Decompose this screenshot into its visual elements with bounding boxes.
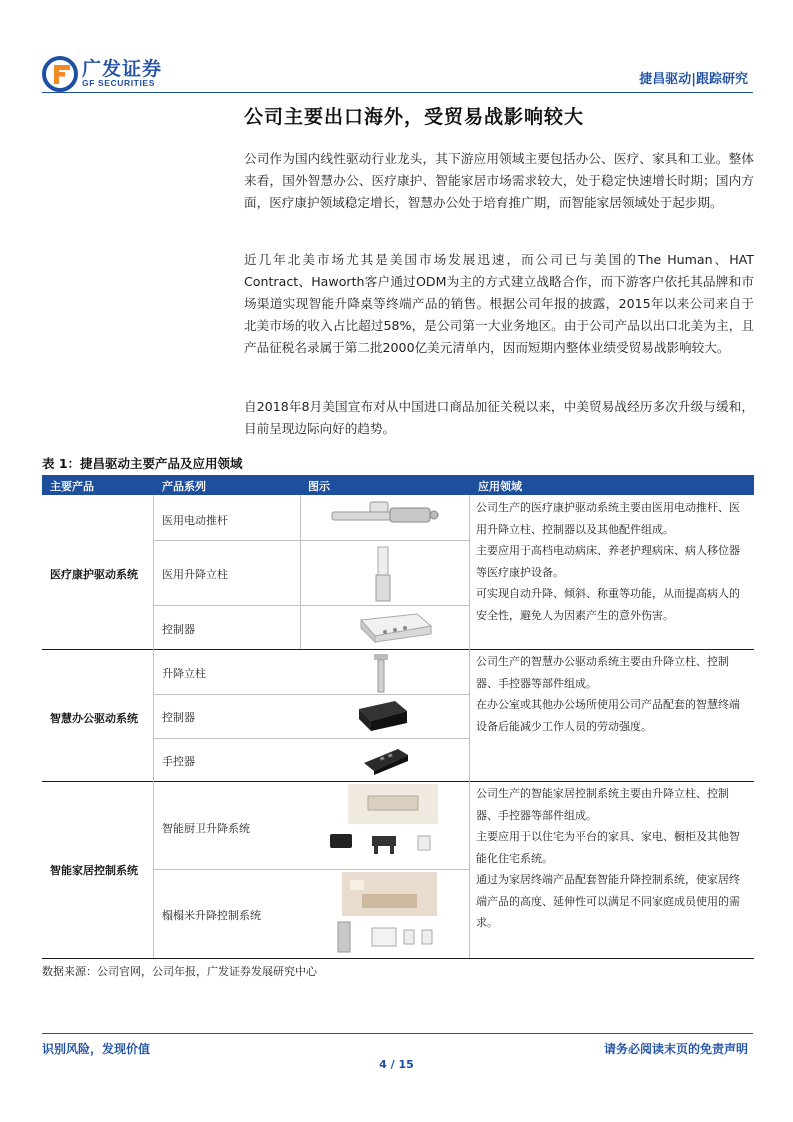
medical-controller-image	[355, 610, 435, 644]
gf-securities-logo	[42, 54, 172, 94]
table-header-image: 图示	[308, 480, 330, 493]
col-divider	[300, 495, 301, 649]
paragraph-3: 自2018年8月美国宣布对从中国进口商品加征关税以来，中美贸易战经历多次升级与缓和，目前呈现边际向好的趋势。	[244, 399, 754, 436]
series-office-handset: 手控器	[162, 755, 195, 768]
series-home-kitchen: 智能厨卫升降系统	[162, 822, 250, 835]
description-line: 公司生产的医疗康护驱动系统主要由医用电动推杆、医用升降立柱、控制器以及其他配件组成。	[476, 501, 740, 536]
medical-actuator-image	[330, 500, 440, 530]
table-source: 数据来源：公司官网，公司年报，广发证券发展研究中心	[42, 965, 317, 978]
report-label: 捷昌驱动|跟踪研究	[639, 72, 748, 87]
col-divider	[469, 495, 470, 958]
series-office-controller: 控制器	[162, 711, 195, 724]
medical-column-image	[370, 545, 396, 603]
section-title: 公司主要出口海外，受贸易战影响较大	[244, 106, 585, 128]
kitchen-lift-system-image	[328, 784, 443, 866]
office-controller-image	[355, 697, 410, 733]
series-home-tatami: 榻榻米升降控制系统	[162, 909, 261, 922]
row-divider	[153, 605, 469, 606]
footer-divider	[42, 1033, 753, 1034]
office-handset-image	[360, 745, 412, 777]
table-header-row	[42, 475, 754, 495]
category-home: 智能家居控制系统	[50, 864, 138, 877]
series-medical-actuator: 医用电动推杆	[162, 514, 228, 527]
logo-cn-text: 广发证券	[82, 58, 163, 80]
series-medical-column: 医用升降立柱	[162, 568, 228, 581]
series-medical-controller: 控制器	[162, 623, 195, 636]
header-divider	[42, 92, 753, 93]
category-office: 智慧办公驱动系统	[50, 712, 138, 725]
paragraph-2: 近几年北美市场尤其是美国市场发展迅速，而公司已与美国的The Human、HAT Contract、Haworth客户通过ODM为主的方式建立战略合作，而下游客户依托其品牌和市场渠道实现智能升降桌等终端产品的销售。根据公司年报的披露，2015年以来公司来自于北美市场的收入占比超过58%，是公司第一大业务地区。由于公司产品以出口北美为主，且产品征税名录属于第二批2000亿美元清单内，因而短期内整体业绩受贸易战影响较大。	[244, 252, 754, 355]
table-header-application: 应用领域	[478, 480, 522, 493]
description-line: 通过为家居终端产品配套智能升降控制系统，使家居终端产品的高度、延伸性可以满足不同家庭成员使用的需求。	[476, 873, 740, 929]
row-divider	[153, 540, 469, 541]
series-office-column: 升降立柱	[162, 667, 206, 680]
page-number: 4 / 15	[379, 1058, 414, 1071]
category-medical: 医疗康护驱动系统	[50, 568, 138, 581]
table-header-series: 产品系列	[162, 480, 206, 493]
col-divider	[153, 495, 154, 958]
footer-slogan: 识别风险，发现价值	[42, 1042, 151, 1056]
description-line: 公司生产的智能家居控制系统主要由升降立柱、控制器、手控器等部件组成。	[476, 787, 729, 822]
description-medical	[476, 497, 748, 626]
description-line: 可实现自动升降、倾斜、称重等功能，从而提高病人的安全性，避免人为因素产生的意外伤害。	[476, 587, 740, 622]
tatami-lift-system-image	[332, 872, 447, 954]
description-line: 在办公室或其他办公场所使用公司产品配套的智慧终端设备后能减少工作人员的劳动强度。	[476, 698, 740, 733]
group-divider-1	[42, 649, 754, 650]
row-divider	[153, 869, 469, 870]
group-divider-2	[42, 781, 754, 782]
description-home	[476, 783, 748, 934]
office-column-image	[372, 654, 390, 694]
gf-logo-icon	[42, 56, 78, 92]
description-line: 主要应用于以住宅为平台的家具、家电、橱柜及其他智能化住宅系统。	[476, 830, 740, 865]
description-office	[476, 651, 748, 737]
row-divider	[153, 738, 469, 739]
description-line: 公司生产的智慧办公驱动系统主要由升降立柱、控制器、手控器等部件组成。	[476, 655, 729, 690]
table-caption: 表 1：捷昌驱动主要产品及应用领域	[42, 456, 243, 471]
row-divider	[153, 694, 469, 695]
footer-disclaimer: 请务必阅读末页的免责声明	[603, 1042, 748, 1056]
logo-en-text: GF SECURITIES	[82, 78, 155, 88]
paragraph-1: 公司作为国内线性驱动行业龙头，其下游应用领域主要包括办公、医疗、家具和工业。整体来看，国外智慧办公、医疗康护、智能家居市场需求较大，处于稳定快速增长时期；国内方面，医疗康护领域稳定增长，智慧办公处于培育推广期，而智能家居领域处于起步期。	[244, 151, 754, 210]
description-line: 主要应用于高档电动病床、养老护理病床、病人移位器等医疗康护设备。	[476, 544, 740, 579]
table-header-product: 主要产品	[50, 480, 94, 493]
table-bottom-rule	[42, 958, 754, 959]
